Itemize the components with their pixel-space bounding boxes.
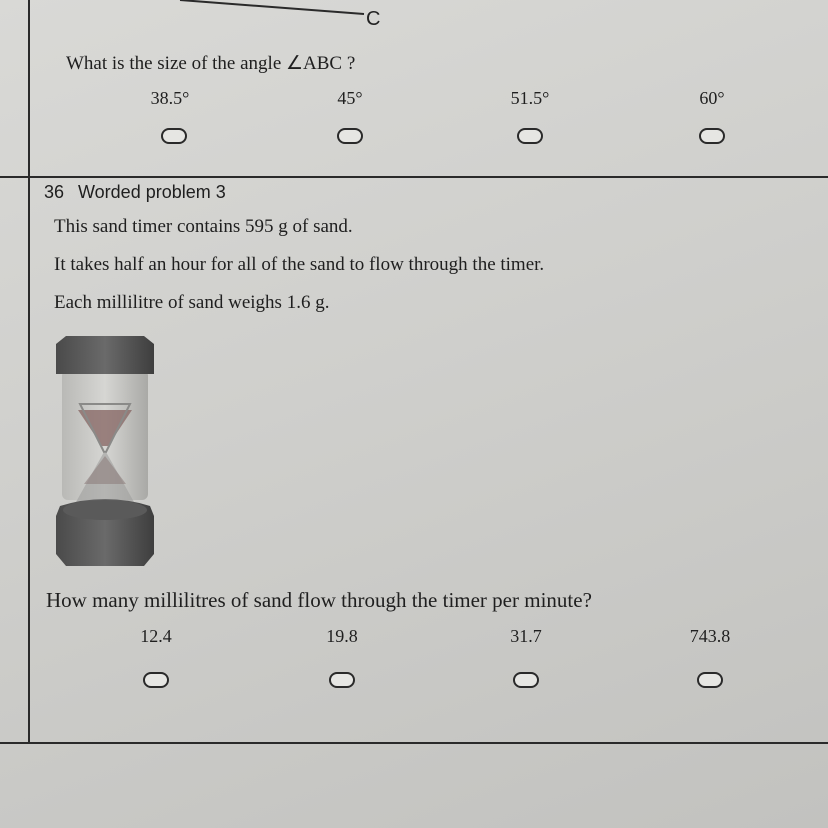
problem-line: Each millilitre of sand weighs 1.6 g. <box>54 292 330 313</box>
answer-bubble[interactable] <box>517 128 543 144</box>
angle-question: What is the size of the angle ∠ABC ? <box>66 53 356 74</box>
option-label: 12.4 <box>140 626 172 646</box>
answer-bubble[interactable] <box>143 672 169 688</box>
option-label: 60° <box>699 88 725 108</box>
answer-bubble[interactable] <box>161 128 187 144</box>
vertex-label-c: C <box>366 8 381 30</box>
sand-question: How many millilitres of sand flow through the timer per minute? <box>46 588 592 612</box>
section-divider <box>0 176 828 178</box>
answer-bubble[interactable] <box>337 128 363 144</box>
answer-bubble[interactable] <box>697 672 723 688</box>
answer-bubble[interactable] <box>699 128 725 144</box>
triangle-diagram-fragment <box>0 0 828 40</box>
left-margin-rule <box>28 0 30 744</box>
question-title: Worded problem 3 <box>78 182 226 202</box>
sand-timer-image <box>50 334 160 570</box>
section-divider-bottom <box>0 742 828 744</box>
option-label: 45° <box>337 88 363 108</box>
problem-line: It takes half an hour for all of the sand to flow through the timer. <box>54 254 545 275</box>
option-label: 38.5° <box>150 88 190 108</box>
option-label: 743.8 <box>689 626 731 646</box>
option-label: 31.7 <box>510 626 542 646</box>
option-label: 19.8 <box>326 626 358 646</box>
answer-bubble[interactable] <box>329 672 355 688</box>
question-number: 36 <box>44 182 65 202</box>
problem-line: This sand timer contains 595 g of sand. <box>54 216 353 237</box>
option-label: 51.5° <box>510 88 550 108</box>
answer-bubble[interactable] <box>513 672 539 688</box>
